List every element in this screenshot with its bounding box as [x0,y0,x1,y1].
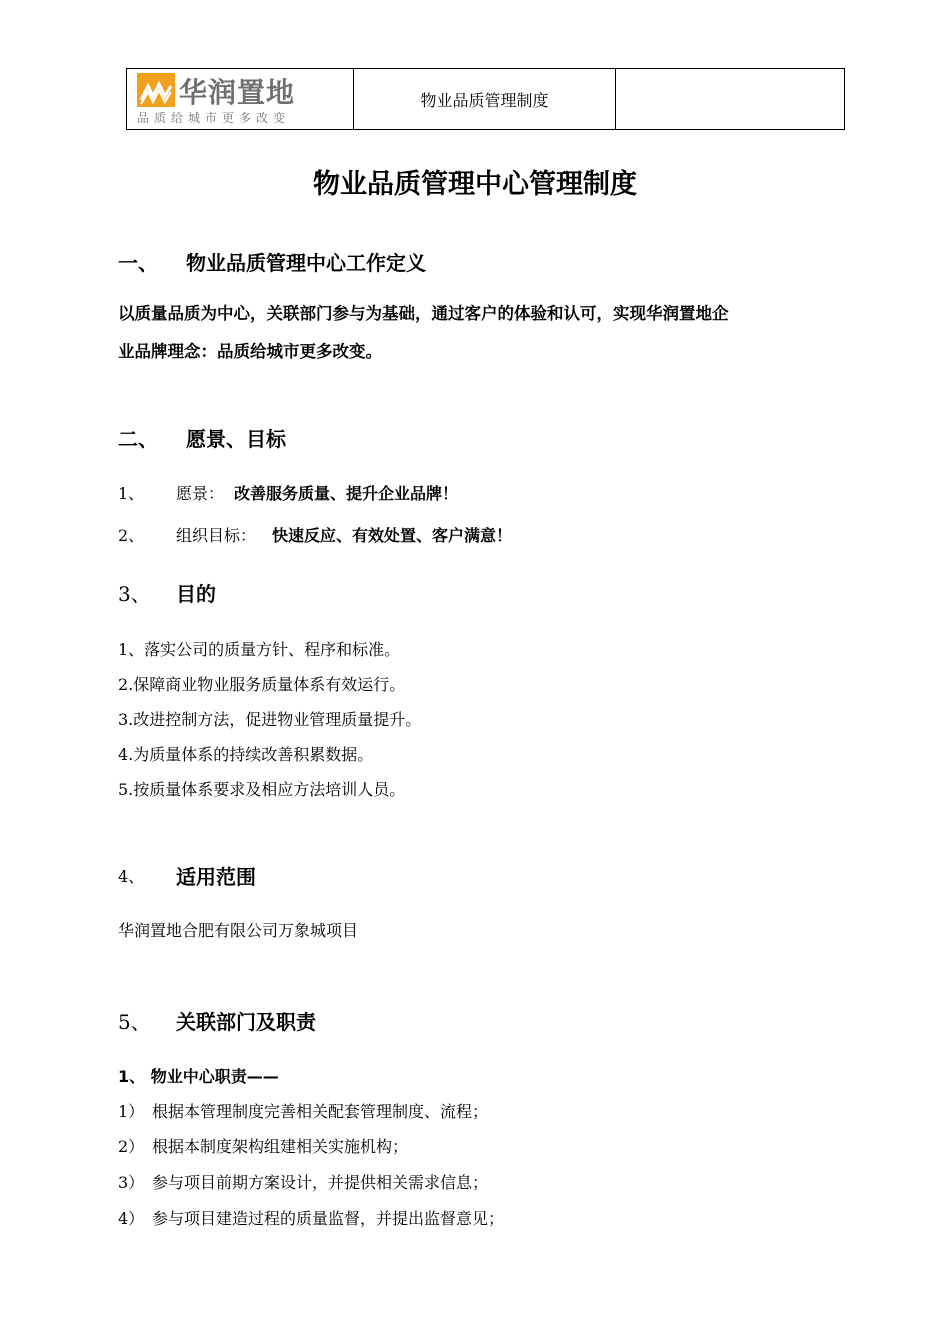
duty-item-text: 参与项目建造过程的质量监督，并提出监督意见； [152,1209,505,1228]
scope-text: 华润置地合肥有限公司万象城项目 [118,921,359,940]
header-doc-name: 物业品质管理制度 [354,69,616,129]
huarun-logo-icon [137,73,175,107]
section5-heading: 关联部门及职责 [176,1010,316,1034]
goal-item-label: 愿景： [176,484,225,503]
header-table [126,68,845,130]
section4-number: 4、 [118,867,145,886]
duty-item-text: 参与项目前期方案设计，并提供相关需求信息； [152,1173,489,1192]
section1-heading: 物业品质管理中心工作定义 [186,251,426,275]
section3-heading: 目的 [176,582,216,606]
purpose-item: 3.改进控制方法，促进物业管理质量提升。 [118,710,422,729]
section4-heading: 适用范围 [176,865,256,889]
goal-item-label: 组织目标： [176,526,257,545]
section5-subheading: 1、 物业中心职责—— [118,1067,279,1086]
purpose-item: 1、落实公司的质量方针、程序和标准。 [118,640,401,659]
goal-item-value: 快速反应、有效处置、客户满意！ [272,526,513,545]
header-empty-cell [616,69,844,129]
purpose-item: 2.保障商业物业服务质量体系有效运行。 [118,675,406,694]
duty-item-number: 1） [118,1102,145,1121]
logo-name: 华润置地 [179,76,296,109]
section1-para-line2: 业品牌理念：品质给城市更多改变。 [118,342,382,361]
section2-heading: 愿景、目标 [186,427,286,451]
duty-item-number: 2） [118,1137,145,1156]
goal-item-value: 改善服务质量、提升企业品牌！ [234,484,459,503]
duty-item-text: 根据本制度架构组建相关实施机构； [152,1137,409,1156]
section1-para-line1: 以质量品质为中心，关联部门参与为基础，通过客户的体验和认可，实现华润置地企 [118,304,729,323]
section3-number: 3、 [118,582,151,606]
goal-item-number: 1、 [118,484,145,503]
section2-number: 二、 [118,427,158,451]
logo-cell [127,69,354,129]
duty-item-number: 3） [118,1173,145,1192]
purpose-item: 4.为质量体系的持续改善积累数据。 [118,745,374,764]
purpose-item: 5.按质量体系要求及相应方法培训人员。 [118,780,406,799]
goal-item-number: 2、 [118,526,145,545]
duty-item-number: 4） [118,1209,145,1228]
section5-number: 5、 [118,1010,151,1034]
duty-item-text: 根据本管理制度完善相关配套管理制度、流程； [152,1102,489,1121]
document-title: 物业品质管理中心管理制度 [313,169,637,200]
section1-number: 一、 [118,251,158,275]
logo-slogan: 品质给城市更多改变 [137,111,291,125]
